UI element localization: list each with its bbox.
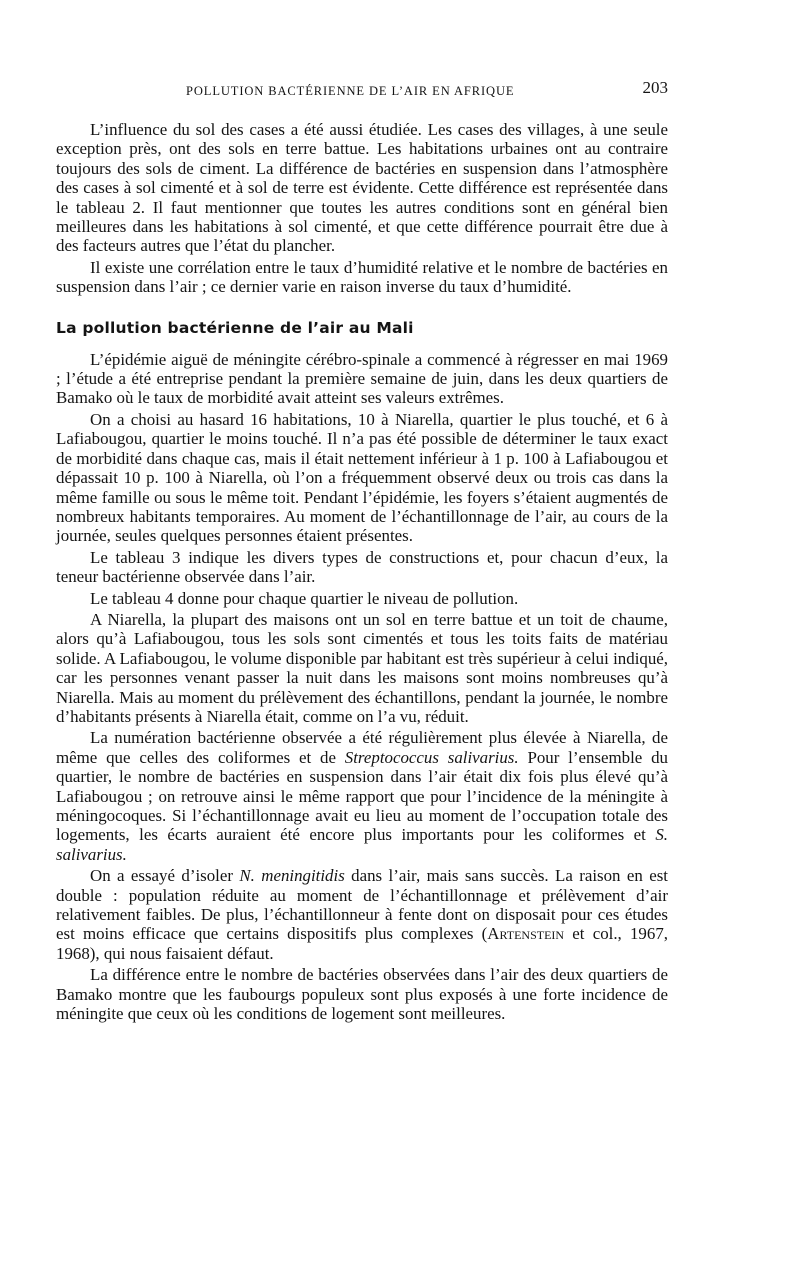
species-name: Streptococcus salivarius. bbox=[344, 747, 519, 767]
paragraph-conclusion: La différence entre le nombre de bactéries observées dans l’air des deux quartiers de Bamako montre que les faubourgs populeux sont plus exposés à une forte incidence de méningite que ceux où les conditions de logement sont meilleures. bbox=[56, 965, 668, 1024]
species-name: S. salivarius. bbox=[56, 825, 668, 864]
paragraph-isolation-attempt bbox=[56, 866, 668, 963]
paragraph-housing: A Niarella, la plupart des maisons ont un sol en terre battue et un toit de chaume, alors qu’à Lafiabougou, tous les sols sont cimentés et tous les toits faits de matériau solide. A Lafiabougou, le volume disponible par habitant est très supérieur à celui indiqué, car les personnes venant passer la nuit dans les maisons sont moins nombreuses qu’à Niarella. Mais au moment du prélèvement des échantillons, pendant la journée, le nombre d’habitants présents à Niarella était, comme on l’a vu, réduit. bbox=[56, 609, 668, 726]
running-title: POLLUTION BACTÉRIENNE DE L’AIR EN AFRIQUE bbox=[186, 84, 515, 98]
paragraph-epidemic: L’épidémie aiguë de méningite cérébro-spinale a commencé à régresser en mai 1969 ; l’étude a été entreprise pendant la première semaine de juin, dans les deux quartiers de Bamako où le taux de morbidité avait atteint ses valeurs extrêmes. bbox=[56, 349, 668, 408]
paragraph-table-3: Le tableau 3 indique les divers types de constructions et, pour chacun d’eux, la teneur bactérienne observée dans l’air. bbox=[56, 547, 668, 587]
paragraph-bacterial-count bbox=[56, 728, 668, 864]
text-run: Pour l’ensemble du quartier, le nombre de bactéries en suspension dans l’air était dix fois plus élevé qu’à Lafiabougou ; on retrouve ainsi le même rapport que pour l’incidence de la méningite à méningocoques. Si l’échantillonnage avait eu lieu au moment de l’occupation totale des logements, les écarts auraient été encore plus importants pour les coliformes et bbox=[56, 747, 668, 845]
text-run: dans l’air, mais sans succès. La raison en est double : population réduite au moment de l’échantillonnage et prélèvement d’air relativement faibles. De plus, l’échantillonneur à fente dont on disposait pour ces études est moins efficace que certains dispositifs plus complexes ( bbox=[56, 866, 668, 944]
species-name: N. meningitidis bbox=[239, 866, 345, 886]
document-page bbox=[56, 78, 668, 1023]
text-run: On a essayé d’isoler bbox=[90, 866, 240, 886]
running-header bbox=[56, 78, 668, 106]
author-citation: Artenstein bbox=[487, 924, 565, 944]
paragraph-table-4: Le tableau 4 donne pour chaque quartier le niveau de pollution. bbox=[90, 588, 519, 608]
page-number: 203 bbox=[642, 78, 668, 97]
text-run: La numération bactérienne observée a été régulièrement plus élevée à Niarella, de même que celles des coliformes et de bbox=[56, 728, 668, 767]
text-run: et col., 1967, 1968), qui nous faisaient défaut. bbox=[56, 924, 668, 963]
paragraph-sampling: On a choisi au hasard 16 habitations, 10 à Niarella, quartier le plus touché, et 6 à Lafiabougou, quartier le moins touché. Il n’a pas été possible de déterminer le taux exact de morbidité dans chaque cas, mais il était nettement inférieur à 1 p. 100 à Lafiabougou et dépassait 10 p. 100 à Niarella, où l’on a fréquemment observé deux ou trois cas dans la même famille ou sous le même toit. Pendant l’épidémie, les foyers s’étaient augmentés de nombreux habitants temporaires. Au moment de l’échantillonnage de l’air, au cours de la journée, seules quelques personnes étaient présentes. bbox=[56, 409, 668, 546]
section-heading: La pollution bactérienne de l’air au Mali bbox=[56, 318, 414, 337]
paragraph-humidity-correlation: Il existe une corrélation entre le taux d’humidité relative et le nombre de bactéries en suspension dans l’air ; ce dernier varie en raison inverse du taux d’humidité. bbox=[56, 257, 668, 297]
paragraph-soil-influence: L’influence du sol des cases a été aussi étudiée. Les cases des villages, à une seule exception près, ont des sols en terre battue. Les habitations urbaines ont au contraire toujours des sols de ciment. La différence de bactéries en suspension dans l’atmosphère des cases à sol cimenté et à sol de terre est évidente. Cette différence est représentée dans le tableau 2. Il faut mentionner que toutes les autres conditions sont en général bien meilleures dans les habitations à sol cimenté, et que cette différence pourrait être due à des facteurs autres que l’état du plancher. bbox=[56, 120, 668, 256]
